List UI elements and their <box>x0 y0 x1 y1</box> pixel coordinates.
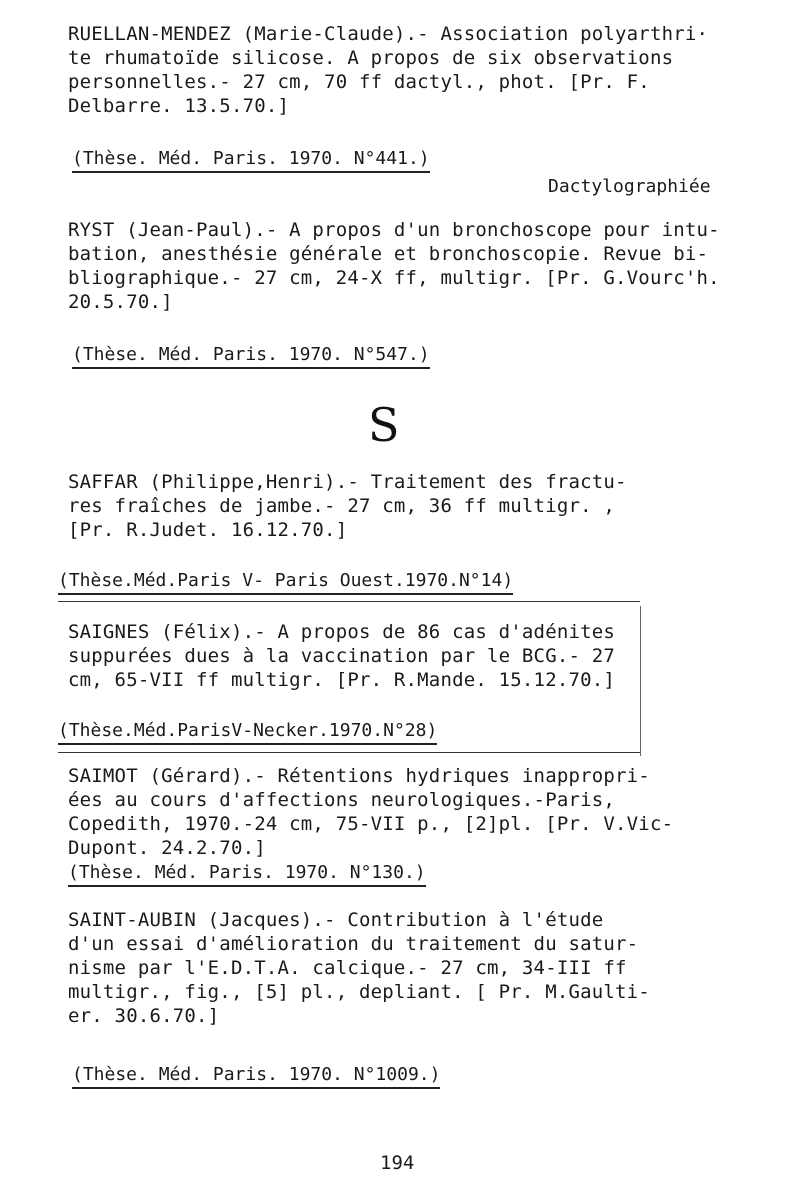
thesis-reference: (Thèse. Méd. Paris. 1970. N°1009.) <box>72 1064 440 1089</box>
entry-saint-aubin <box>68 908 758 1028</box>
entry-line: te rhumatoïde silicose. A propos de six observations <box>68 47 674 69</box>
entry-saignes <box>68 620 758 692</box>
thesis-reference: (Thèse. Méd. Paris. 1970. N°547.) <box>72 344 430 369</box>
thesis-reference: (Thèse.Méd.Paris V- Paris Ouest.1970.N°14) <box>58 570 513 595</box>
entry-line: bation, anesthésie générale et bronchoscopie. Revue bi- <box>68 243 709 265</box>
entry-line: multigr., fig., [5] pl., depliant. [ Pr. M.Gaulti- <box>68 981 650 1003</box>
entry-line: RYST (Jean-Paul).- A propos d'un bronchoscope pour intu- <box>68 219 720 241</box>
entry-line: er. 30.6.70.] <box>68 1005 220 1027</box>
entry-line: Copedith, 1970.-24 cm, 75-VII p., [2]pl. [Pr. V.Vic- <box>68 813 674 835</box>
entry-line: SAIMOT (Gérard).- Rétentions hydriques inappropri- <box>68 765 650 787</box>
entry-line: Dupont. 24.2.70.] <box>68 837 266 859</box>
thesis-reference: (Thèse. Méd. Paris. 1970. N°441.) <box>72 148 430 173</box>
entry-line: d'un essai d'amélioration du traitement du satur- <box>68 933 639 955</box>
entry-line: [Pr. R.Judet. 16.12.70.] <box>68 519 348 541</box>
entry-saffar <box>68 470 758 542</box>
entry-ryst <box>68 218 758 314</box>
entry-line: SAIGNES (Félix).- A propos de 86 cas d'adénites <box>68 621 616 643</box>
format-note: Dactylographiée <box>548 176 711 197</box>
border-rule <box>640 606 641 756</box>
entry-line: ées au cours d'affections neurologiques.-Paris, <box>68 789 616 811</box>
separator-rule <box>58 752 640 753</box>
entry-line: 20.5.70.] <box>68 291 173 313</box>
entry-saimot <box>68 764 758 860</box>
bleed-through-text <box>70 380 80 400</box>
section-letter: S <box>368 398 400 452</box>
entry-line: SAINT-AUBIN (Jacques).- Contribution à l'étude <box>68 909 604 931</box>
entry-line: res fraîches de jambe.- 27 cm, 36 ff multigr. , <box>68 495 616 517</box>
separator-rule <box>58 601 640 602</box>
entry-line: personnelles.- 27 cm, 70 ff dactyl., phot. [Pr. F. <box>68 71 650 93</box>
entry-line: suppurées dues à la vaccination par le BCG.- 27 <box>68 645 616 667</box>
entry-ruellan-mendez <box>68 22 758 118</box>
entry-line: Delbarre. 13.5.70.] <box>68 95 290 117</box>
thesis-reference: (Thèse. Méd. Paris. 1970. N°130.) <box>68 862 426 887</box>
entry-line: SAFFAR (Philippe,Henri).- Traitement des fractu- <box>68 471 627 493</box>
thesis-reference: (Thèse.Méd.ParisV-Necker.1970.N°28) <box>58 720 437 745</box>
entry-line: RUELLAN-MENDEZ (Marie-Claude).- Association polyarthri· <box>68 23 709 45</box>
entry-line: bliographique.- 27 cm, 24-X ff, multigr. [Pr. G.Vourc'h. <box>68 267 720 289</box>
entry-line: nisme par l'E.D.T.A. calcique.- 27 cm, 34-III ff <box>68 957 627 979</box>
page-number: 194 <box>380 1152 415 1174</box>
entry-line: cm, 65-VII ff multigr. [Pr. R.Mande. 15.12.70.] <box>68 669 616 691</box>
